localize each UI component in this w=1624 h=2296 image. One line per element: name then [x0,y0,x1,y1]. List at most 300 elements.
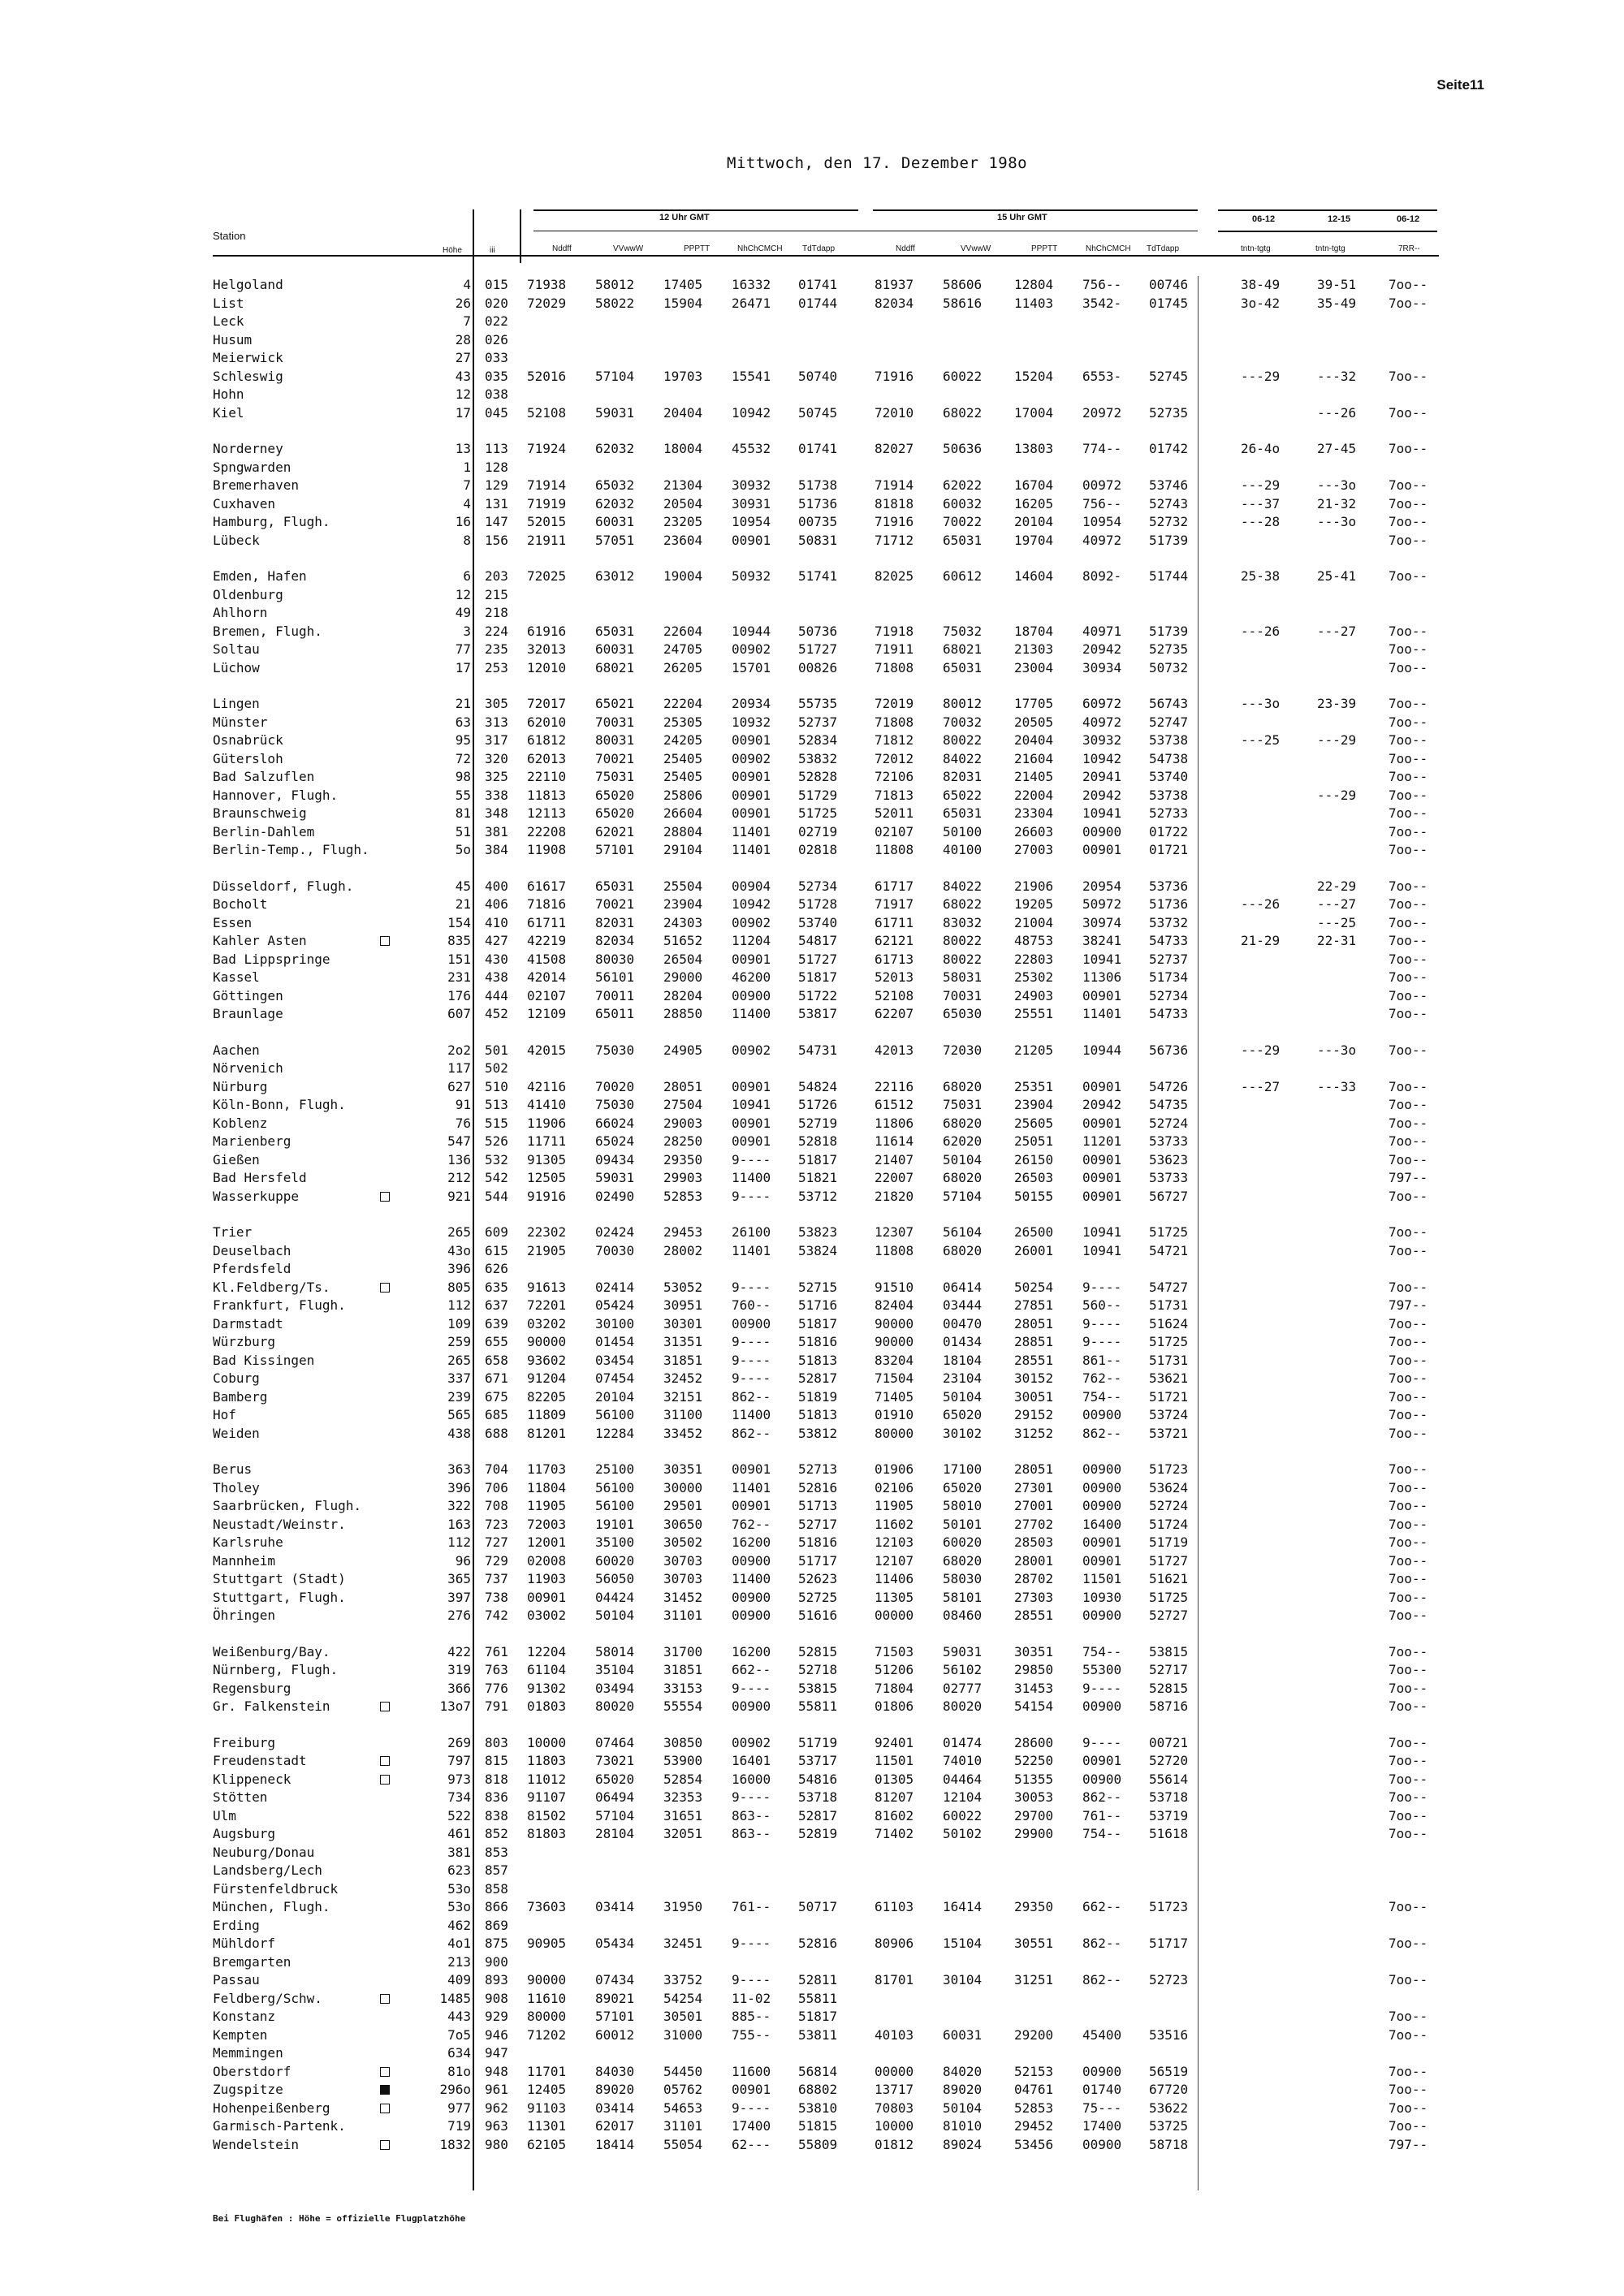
station-height: 12 [455,386,471,402]
obs12-nddff: 11301 [527,2118,567,2134]
obs15-nddff: 52013 [875,969,914,985]
station-name: Oberstdorf [213,2063,292,2079]
station-name: Münster [213,714,268,730]
obs15-ppptt: 29900 [1014,1826,1054,1841]
table-row [0,1589,1624,1608]
header-tn-tg-1: tntn-tgtg [1241,244,1271,253]
station-height: 49 [455,605,471,620]
station-name: Bad Kissingen [213,1352,315,1368]
obs15-clouds: 11201 [1082,1133,1122,1149]
obs12-nddff: 11703 [527,1461,567,1477]
obs12-clouds: 00901 [732,1498,771,1513]
obs12-clouds: 15701 [732,659,771,675]
obs12-vvwww: 56100 [595,1479,635,1495]
obs15-td: 54733 [1149,1006,1189,1021]
obs12-nddff: 91305 [527,1151,567,1167]
obs12-vvwww: 89021 [595,1990,635,2006]
obs15-nddff: 72019 [875,696,914,711]
obs12-clouds: 11401 [732,823,771,839]
obs15-clouds: 00901 [1082,1753,1122,1768]
station-height: 112 [447,1534,471,1550]
obs15-nddff: 90000 [875,1315,914,1331]
obs12-td: 00735 [798,514,838,529]
obs15-nddff: 11905 [875,1498,914,1513]
station-index: 688 [485,1425,508,1441]
obs15-ppptt: 28551 [1014,1608,1054,1623]
table-row [0,586,1624,605]
table-row [0,459,1624,477]
obs12-clouds: 26471 [732,295,771,311]
obs15-clouds: 20972 [1082,404,1122,421]
obs12-nddff: 42014 [527,969,567,985]
obs15-td: 55614 [1149,1771,1189,1787]
precip-06-12: 7oo-- [1389,2118,1428,2134]
station-height: 396 [447,1479,471,1495]
obs15-ppptt: 21906 [1014,878,1054,894]
station-index: 532 [485,1151,508,1167]
obs12-td: 50717 [798,1899,838,1914]
obs12-ppptt: 21304 [663,477,703,493]
obs15-vvwww: 80012 [943,696,983,711]
precip-06-12: 7oo-- [1389,714,1428,730]
obs15-vvwww: 70032 [943,714,983,730]
obs12-clouds: 62--- [732,2136,771,2152]
station-name: Spngwarden [213,459,292,475]
obs15-clouds: 862-- [1082,1936,1122,1951]
obs15-ppptt: 20404 [1014,732,1054,748]
obs15-nddff: 80906 [875,1936,914,1951]
temp-12-15: 22-29 [1317,878,1357,894]
obs12-vvwww: 04424 [595,1589,635,1605]
obs15-nddff: 13717 [875,2082,914,2097]
header-range-12-15: 12-15 [1328,214,1351,224]
precip-06-12: 7oo-- [1389,878,1428,894]
station-index: 384 [485,842,508,857]
table-row [0,1607,1624,1625]
obs12-nddff: 02008 [527,1552,567,1569]
obs15-nddff: 62121 [875,933,914,948]
table-row [0,386,1624,404]
obs12-td: 51726 [798,1097,838,1112]
obs15-clouds: 9---- [1082,1734,1122,1750]
table-row [0,2117,1624,2136]
obs15-td: 53815 [1149,1643,1189,1659]
header-12-uhr: 12 Uhr GMT [659,213,710,222]
obs12-td: 51719 [798,1734,838,1750]
station-index: 400 [485,878,508,894]
obs12-nddff: 91103 [527,2100,567,2116]
table-row [0,732,1624,750]
obs12-clouds: 863-- [732,1826,771,1841]
station-height: 239 [447,1388,471,1405]
obs12-clouds: 16332 [732,277,771,292]
obs15-vvwww: 75032 [943,623,983,639]
obs15-nddff: 71504 [875,1370,914,1386]
obs12-vvwww: 56100 [595,1407,635,1422]
obs12-nddff: 42015 [527,1042,567,1058]
obs15-nddff: 71914 [875,477,914,493]
station-index: 444 [485,987,508,1003]
station-height: 365 [447,1571,471,1586]
station-index: 742 [485,1608,508,1623]
obs15-nddff: 01910 [875,1407,914,1422]
obs15-nddff: 61711 [875,914,914,930]
obs15-clouds: 75--- [1082,2100,1122,2116]
station-index: 791 [485,1698,508,1714]
obs12-nddff: 32013 [527,641,567,657]
station-index: 852 [485,1826,508,1841]
obs12-vvwww: 60012 [595,2026,635,2043]
station-name: Husum [213,331,253,347]
obs15-clouds: 60972 [1082,696,1122,711]
obs15-ppptt: 28702 [1014,1571,1054,1586]
station-index: 609 [485,1224,508,1240]
station-name: Regensburg [213,1680,292,1696]
obs15-ppptt: 04761 [1014,2082,1054,2097]
obs15-ppptt: 17705 [1014,696,1054,711]
obs12-ppptt: 31101 [663,1608,703,1623]
station-height: 43o [447,1242,471,1258]
obs12-vvwww: 58022 [595,295,635,311]
station-height: 231 [447,969,471,985]
obs12-nddff: 52016 [527,368,567,384]
precip-06-12: 7oo-- [1389,1242,1428,1258]
station-height: 76 [455,1115,471,1131]
station-index: 320 [485,750,508,766]
obs12-ppptt: 31101 [663,2118,703,2134]
obs15-td: 52732 [1149,514,1189,529]
station-height: 366 [447,1680,471,1696]
obs15-clouds: 38241 [1082,933,1122,948]
table-row [0,1260,1624,1279]
station-height: 438 [447,1425,471,1441]
obs12-nddff: 80000 [527,2009,567,2024]
obs12-vvwww: 56050 [595,1571,635,1586]
table-row [0,914,1624,933]
obs15-vvwww: 80022 [943,951,983,967]
obs12-ppptt: 32451 [663,1936,703,1951]
obs12-ppptt: 28850 [663,1006,703,1021]
obs15-vvwww: 06414 [943,1279,983,1295]
obs12-nddff: 00901 [527,1589,567,1605]
obs15-nddff: 81207 [875,1789,914,1805]
station-name: Deuselbach [213,1242,292,1258]
station-name: Saarbrücken, Flugh. [213,1498,362,1513]
obs15-td: 52735 [1149,641,1189,657]
obs12-vvwww: 70031 [595,714,635,730]
station-name: Augsburg [213,1826,276,1841]
obs12-ppptt: 29453 [663,1224,703,1240]
obs12-ppptt: 24303 [663,914,703,930]
obs15-clouds: 754-- [1082,1643,1122,1659]
obs15-clouds: 9---- [1082,1279,1122,1295]
obs12-td: 51813 [798,1407,838,1422]
obs15-clouds: 20954 [1082,878,1122,894]
obs15-ppptt: 21405 [1014,769,1054,784]
obs12-td: 51727 [798,641,838,657]
precip-06-12: 7oo-- [1389,1789,1428,1805]
station-height: 27 [455,350,471,365]
obs12-ppptt: 54653 [663,2100,703,2116]
obs15-nddff: 82034 [875,295,914,311]
obs12-ppptt: 28804 [663,823,703,839]
obs15-td: 51624 [1149,1315,1189,1331]
station-height: 623 [447,1862,471,1878]
obs15-vvwww: 08460 [943,1608,983,1623]
station-index: 947 [485,2045,508,2061]
table-row [0,1461,1624,1479]
obs12-nddff: 11803 [527,1753,567,1768]
obs12-td: 53815 [798,1680,838,1696]
obs15-nddff: 61103 [875,1899,914,1914]
obs12-nddff: 12010 [527,659,567,675]
obs12-vvwww: 65020 [595,1771,635,1787]
table-row [0,1971,1624,1990]
obs12-vvwww: 65031 [595,878,635,894]
station-name: Freiburg [213,1734,276,1750]
table-row [0,641,1624,659]
obs12-clouds: 11-02 [732,1990,771,2006]
obs15-nddff: 51206 [875,1662,914,1677]
obs15-td: 52720 [1149,1753,1189,1768]
obs15-td: 01721 [1149,842,1189,857]
obs15-nddff: 83204 [875,1352,914,1368]
obs12-ppptt: 33452 [663,1425,703,1441]
station-height: 397 [447,1589,471,1605]
obs12-vvwww: 07464 [595,1734,635,1750]
precip-06-12: 7oo-- [1389,823,1428,839]
table-row [0,1516,1624,1534]
obs12-nddff: 10000 [527,1734,567,1750]
station-height: 565 [447,1407,471,1422]
obs15-td: 51621 [1149,1571,1189,1586]
obs15-nddff: 71712 [875,532,914,548]
precip-06-12: 7oo-- [1389,1461,1428,1477]
obs15-td: 53732 [1149,914,1189,930]
station-index: 015 [485,277,508,292]
obs15-ppptt: 29200 [1014,2026,1054,2043]
station-index: 776 [485,1680,508,1696]
station-height: 7 [463,313,471,329]
obs15-ppptt: 29700 [1014,1807,1054,1823]
obs15-clouds: 00901 [1082,987,1122,1003]
station-index: 671 [485,1370,508,1386]
station-name: Mannheim [213,1552,276,1569]
obs15-vvwww: 50101 [943,1516,983,1532]
station-index: 452 [485,1006,508,1021]
obs12-ppptt: 25405 [663,769,703,784]
temp-12-15: 21-32 [1317,495,1357,511]
obs15-nddff: 71804 [875,1680,914,1696]
obs15-clouds: 00900 [1082,1407,1122,1422]
table-row [0,805,1624,823]
obs12-nddff: 90000 [527,1334,567,1349]
obs15-clouds: 00901 [1082,1170,1122,1185]
obs15-clouds: 862-- [1082,1425,1122,1441]
obs12-nddff: 02107 [527,987,567,1003]
table-row [0,1479,1624,1498]
obs12-nddff: 71919 [527,495,567,511]
obs12-vvwww: 65024 [595,1133,635,1149]
obs15-clouds: 3542- [1082,295,1122,311]
obs12-td: 55811 [798,1698,838,1714]
precip-06-12: 7oo-- [1389,1807,1428,1823]
precip-06-12: 7oo-- [1389,1315,1428,1331]
station-name: Stuttgart, Flugh. [213,1589,346,1605]
table-row [0,1297,1624,1315]
obs12-vvwww: 02490 [595,1188,635,1204]
table-row [0,331,1624,350]
obs12-td: 52819 [798,1826,838,1841]
temp-12-15: ---26 [1317,404,1357,421]
station-height: 21 [455,696,471,711]
table-row [0,1953,1624,1972]
precip-06-12: 7oo-- [1389,805,1428,821]
obs15-ppptt: 27702 [1014,1516,1054,1532]
station-height: 462 [447,1917,471,1933]
obs15-nddff: 02107 [875,823,914,839]
station-height: 522 [447,1807,471,1823]
table-row [0,1005,1624,1024]
obs12-td: 55735 [798,696,838,711]
obs12-td: 53817 [798,1006,838,1021]
obs12-td: 51819 [798,1388,838,1405]
obs12-clouds: 9---- [732,2100,771,2116]
table-row [0,1188,1624,1206]
obs12-vvwww: 65020 [595,787,635,803]
obs12-td: 50736 [798,623,838,639]
station-index: 224 [485,623,508,639]
obs12-clouds: 00901 [732,769,771,784]
footnote: Bei Flughäfen : Höhe = offizielle Flugplatzhöhe [213,2213,466,2224]
temp-06-12: ---25 [1241,732,1281,748]
obs15-vvwww: 50104 [943,1388,983,1405]
station-index: 033 [485,350,508,365]
table-row [0,404,1624,423]
obs15-clouds: 761-- [1082,1807,1122,1823]
station-height: 63 [455,714,471,730]
report-date: Mittwoch, den 17. Dezember 198o [727,154,1028,172]
obs15-clouds: 20941 [1082,769,1122,784]
station-index: 980 [485,2136,508,2152]
station-height: 17 [455,404,471,421]
obs12-clouds: 762-- [732,1516,771,1532]
station-name: Wendelstein [213,2136,299,2152]
obs15-ppptt: 50155 [1014,1188,1054,1204]
station-name: Mühldorf [213,1936,276,1951]
obs15-vvwww: 68020 [943,1078,983,1094]
station-height: 734 [447,1789,471,1805]
station-index: 427 [485,933,508,948]
obs15-nddff: 92401 [875,1734,914,1750]
precip-06-12: 7oo-- [1389,1279,1428,1295]
station-name: Öhringen [213,1608,276,1623]
obs15-clouds: 10941 [1082,805,1122,821]
obs15-nddff: 81701 [875,1972,914,1987]
obs12-clouds: 00902 [732,750,771,766]
obs12-nddff: 11711 [527,1133,567,1149]
obs12-td: 54824 [798,1078,838,1094]
station-height: 381 [447,1844,471,1860]
obs12-clouds: 9---- [732,1151,771,1167]
station-name: Kempten [213,2026,268,2043]
obs12-td: 52718 [798,1662,838,1677]
station-height: 265 [447,1352,471,1368]
station-height: 443 [447,2009,471,2024]
obs12-vvwww: 58014 [595,1643,635,1659]
obs15-nddff: 71917 [875,896,914,912]
obs15-clouds: 756-- [1082,495,1122,511]
temp-12-15: ---3o [1317,514,1357,529]
station-name: Hannover, Flugh. [213,787,339,803]
station-table [0,276,1624,2154]
precip-06-12: 7oo-- [1389,2063,1428,2079]
obs15-td: 01742 [1149,441,1189,456]
station-name: Memmingen [213,2045,283,2061]
obs15-clouds: 40972 [1082,532,1122,548]
obs15-td: 51724 [1149,1516,1189,1532]
obs12-nddff: 21911 [527,532,567,548]
obs12-vvwww: 20104 [595,1388,635,1405]
station-index: 438 [485,969,508,985]
obs15-ppptt: 28503 [1014,1534,1054,1550]
table-row [0,1315,1624,1334]
temp-12-15: ---27 [1317,623,1357,639]
station-height: 26 [455,295,471,311]
station-height: 109 [447,1315,471,1331]
obs15-ppptt: 11403 [1014,295,1054,311]
obs12-td: 51817 [798,1151,838,1167]
obs12-nddff: 71816 [527,896,567,912]
station-name: Zugspitze [213,2082,283,2097]
obs15-ppptt: 30351 [1014,1643,1054,1659]
station-name: Hof [213,1407,236,1422]
obs12-nddff: 22110 [527,769,567,784]
obs15-vvwww: 60022 [943,1807,983,1823]
station-height: 921 [447,1188,471,1204]
obs15-ppptt: 20505 [1014,714,1054,730]
header-hoehe: Höhe [443,246,462,255]
obs15-nddff: 62207 [875,1006,914,1021]
obs12-ppptt: 52854 [663,1771,703,1787]
obs15-vvwww: 89020 [943,2082,983,2097]
precip-06-12: 7oo-- [1389,368,1428,384]
obs15-clouds: 861-- [1082,1352,1122,1368]
obs12-vvwww: 80020 [595,1698,635,1714]
obs15-td: 51725 [1149,1589,1189,1605]
obs12-nddff: 81201 [527,1425,567,1441]
precip-06-12: 7oo-- [1389,568,1428,584]
table-row [0,659,1624,678]
obs12-clouds: 10942 [732,896,771,912]
obs12-ppptt: 23604 [663,532,703,548]
station-height: 4 [463,277,471,292]
obs15-clouds: 45400 [1082,2026,1122,2043]
obs12-ppptt: 31651 [663,1807,703,1823]
station-height: 627 [447,1078,471,1094]
precip-06-12: 7oo-- [1389,1115,1428,1131]
obs12-td: 50745 [798,404,838,421]
obs12-ppptt: 25806 [663,787,703,803]
obs12-td: 51821 [798,1170,838,1185]
station-name: Bremerhaven [213,477,299,493]
obs15-clouds: 10941 [1082,951,1122,967]
station-name: Wasserkuppe [213,1188,299,1204]
obs12-ppptt: 15904 [663,295,703,311]
header-15-col3: PPPTT [1031,244,1058,253]
station-height: 51 [455,823,471,839]
obs15-td: 53621 [1149,1370,1189,1386]
